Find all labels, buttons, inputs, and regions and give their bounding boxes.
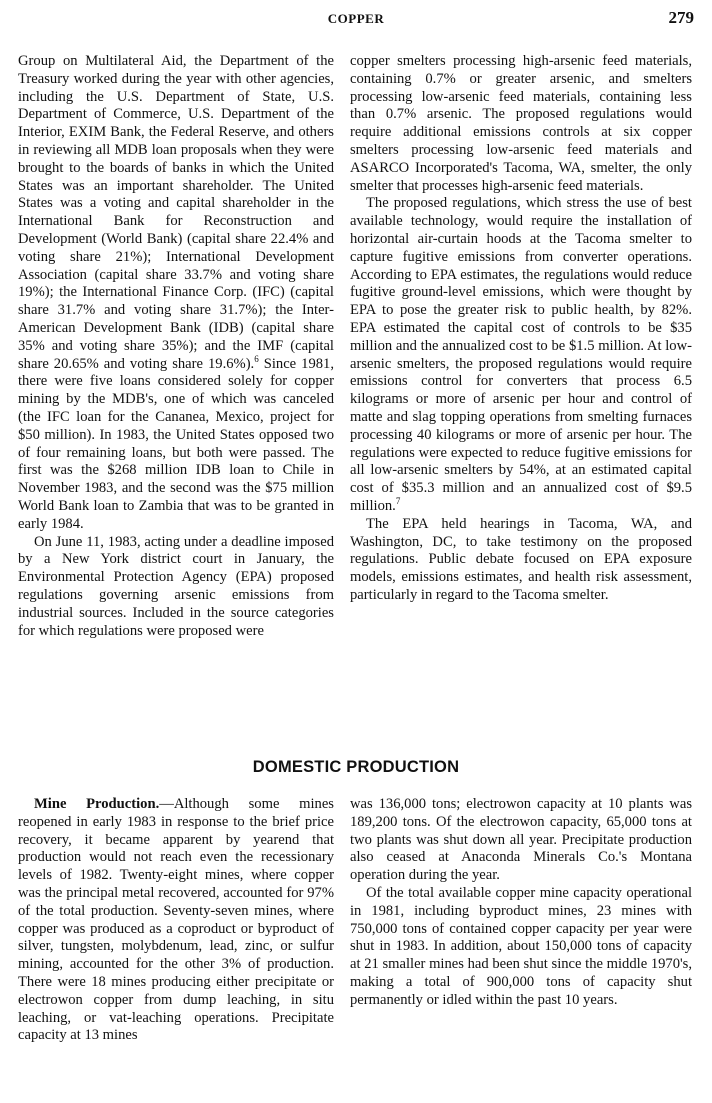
running-head: COPPER bbox=[327, 11, 385, 26]
bottom-left-column bbox=[18, 796, 334, 1045]
footnote-marker: 6 bbox=[254, 353, 259, 364]
paragraph: On June 11, 1983, acting under a deadline imposed by a New York district court in January, the Environmental Protection Agency (EPA) proposed regulations governing arsenic emissions from industrial sources. Included in the source categories for which regulations were proposed were bbox=[18, 533, 334, 639]
paragraph: was 136,000 tons; electrowon capacity at 10 plants was 189,200 tons. Of the electrowon capacity, 65,000 tons at two plants was shut down all year. Precipitate production also ceased at Anaconda Minerals Co.'s Montana operation during the year. bbox=[350, 796, 692, 884]
page-number: 279 bbox=[668, 8, 694, 27]
page-header bbox=[18, 8, 694, 32]
paragraph: The proposed regulations, which stress the use of best available technology, would require the installation of horizontal air-curtain hoods at the Tacoma smelter to capture fugitive emissions from converter operations. According to EPA estimates, the regulations would reduce fugitive ground-level emissions, which were thought by EPA to pose the greater risk to public health, by 82%. EPA estimated the capital cost of controls to be $35 million and the annualized cost to be $1.5 million. At low-arsenic smelters, the proposed regulations would require emissions control for converters that process 6.5 kilograms or more of arsenic per hour and control of matte and slag topping operations from smelting furnaces processing 40 kilograms or more of arsenic per hour. The regulations were expected to reduce fugitive emissions for all low-arsenic smelters by 54%, at an estimated capital cost of $35.3 million and an annualized cost of $9.5 million.$^7$ bbox=[350, 195, 692, 514]
top-right-column bbox=[350, 53, 692, 605]
section-heading: DOMESTIC PRODUCTION bbox=[252, 758, 460, 776]
footnote-marker: 7 bbox=[395, 496, 401, 507]
paragraph: copper smelters processing high-arsenic feed materials, containing 0.7% or greater arsenic, and smelters processing low-arsenic feed materials, containing less than 0.7% arsenic. The proposed regulations would require additional emissions controls at six copper smelters processing low-arsenic feed materials and ASARCO Incorporated's Tacoma, WA, smelter, the only smelter that processes high-arsenic feed materials. bbox=[350, 53, 692, 194]
run-in-heading: Mine Production. bbox=[34, 796, 160, 812]
paragraph: Mine Production.—Although some mines reopened in early 1983 in response to the brief price recovery, it became apparent by yearend that production would not reach even the recessionary levels of 1982. Twenty-eight mines, where copper was the principal metal recovered, accounted for 97% of the total production. Seventy-seven mines, where copper was produced as a coproduct or byproduct of silver, tungsten, molybdenum, lead, zinc, or sulfur mining, accounted for the other 3% of production. There were 18 mines producing either precipitate or electrowon copper from dump leaching, in situ leaching, or vat-leaching operations. Precipitate capacity at 13 mines bbox=[18, 796, 334, 1044]
top-left-column bbox=[18, 53, 334, 640]
paragraph: The EPA held hearings in Tacoma, WA, and Washington, DC, to take testimony on the proposed regulations. Public debate focused on EPA exposure models, emissions estimates, and health risk assessment, particularly in regard to the Tacoma smelter. bbox=[350, 515, 692, 603]
bottom-right-column bbox=[350, 796, 692, 1010]
paragraph: Group on Multilateral Aid, the Department of the Treasury worked during the year with other agencies, including the U.S. Department of State, U.S. Department of Commerce, U.S. Department of the Interior, EXIM Bank, the Federal Reserve, and others in reviewing all MDB loan proposals when they were brought to the boards of banks in which the United States was an important shareholder. The United States was a voting and capital shareholder in the International Bank for Reconstruction and Development (World Bank) (capital share 22.4% and voting share 21%); International Development Association (capital share 33.7% and voting share 19%); the International Finance Corp. (IFC) (capital share 31.7% and voting share 31.7%); the Inter-American Development Bank (IDB) (capital share 35% and voting share 35%); and the IMF (capital share 20.65% and voting share 19.6%).$^6$ Since 1981, there were five loans considered solely for copper mining by the MDB's, one of which was canceled (the IFC loan for the Cananea, Mexico, project for $50 million). In 1983, the United States opposed two of four remaining loans, but both were passed. The first was the $268 million IDB loan to Chile in November 1983, and the second was the $75 million World Bank loan to Zambia that was to be granted in early 1984. bbox=[18, 53, 335, 532]
paragraph: Of the total available copper mine capacity operational in 1981, including byproduct mines, 23 mines with 750,000 tons of contained copper capacity per year were shut in 1983. In addition, about 150,000 tons of capacity at 21 smaller mines had been shut since the middle 1970's, making a total of 900,000 tons of capacity shut permanently or idled within the past 10 years. bbox=[350, 884, 692, 1008]
